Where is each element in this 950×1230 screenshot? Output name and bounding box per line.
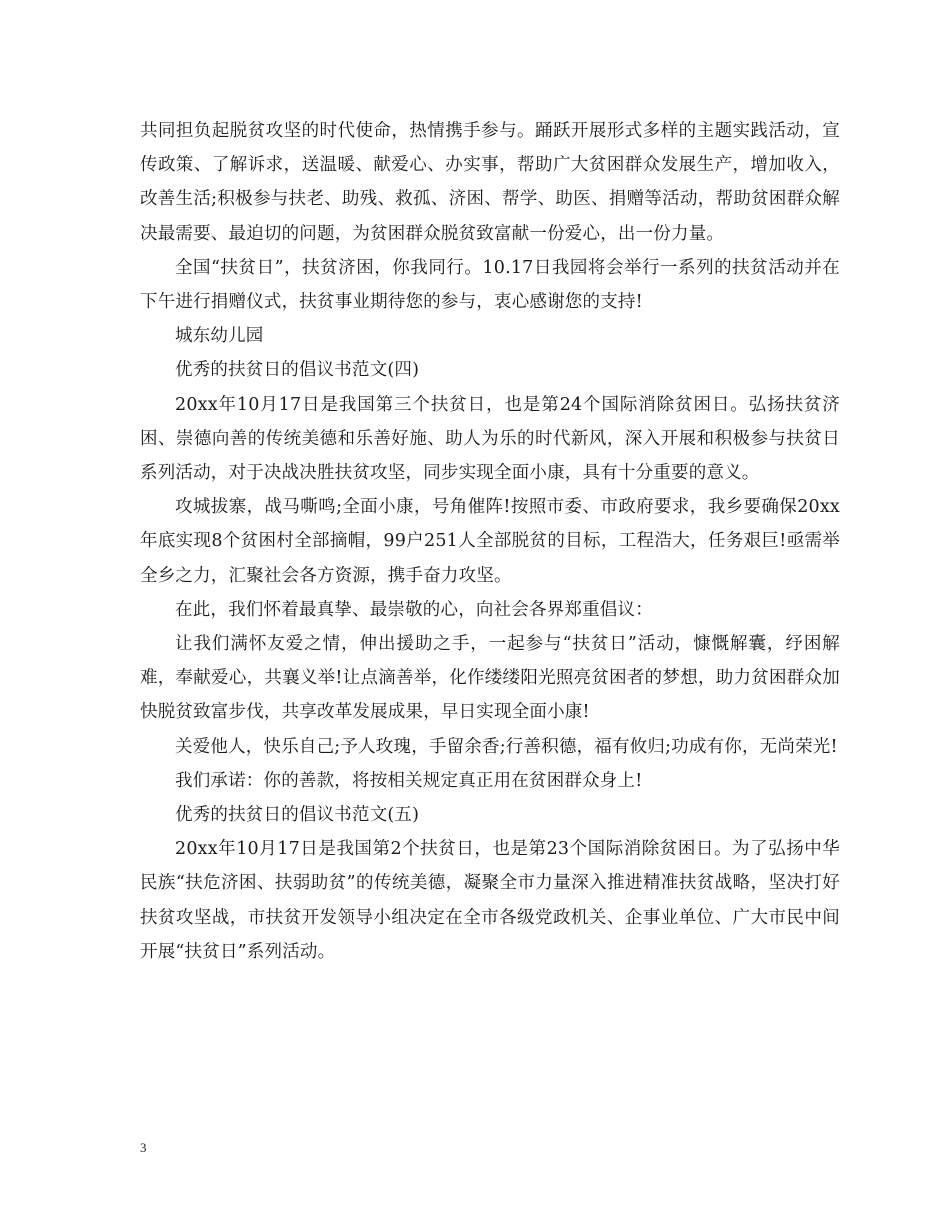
signature-line: 城东幼儿园 — [175, 326, 264, 347]
paragraph: 20xx年10月17日是我国第2个扶贫日，也是第23个国际消除贫困日。为了弘扬中华民族“扶危济困、扶弱助贫”的传统美德，凝聚全市力量深入推进精准扶贫战略，坚决打好扶贫攻坚战，市扶贫开发领导小组决定在全市各级党政机关、企事业单位、广大市民中间开展“扶贫日”系列活动。 — [140, 839, 840, 962]
document-body — [140, 114, 840, 969]
paragraph: 关爱他人，快乐自己;予人玫瑰，手留余香;行善积德，福有攸归;功成有你，无尚荣光! — [175, 736, 838, 757]
paragraph: 在此，我们怀着最真挚、最崇敬的心，向社会各界郑重倡议： — [175, 599, 653, 620]
page-number: 3 — [140, 1140, 147, 1155]
section-heading: 优秀的扶贫日的倡议书范文(五) — [175, 805, 420, 826]
paragraph: 20xx年10月17日是我国第三个扶贫日，也是第24个国际消除贫困日。弘扬扶贫济困、崇德向善的传统美德和乐善好施、助人为乐的时代新风，深入开展和积极参与扶贫日系列活动，对于决战决胜扶贫攻坚，同步实现全面小康，具有十分重要的意义。 — [140, 394, 840, 484]
paragraph: 攻城拔寨，战马嘶鸣;全面小康，号角催阵!按照市委、市政府要求，我乡要确保20xx年底实现8个贫困村全部摘帽，99户251人全部脱贫的目标，工程浩大，任务艰巨!亟需举全乡之力，汇聚社会各方资源，携手奋力攻坚。 — [140, 497, 840, 586]
paragraph: 全国“扶贫日”，扶贫济困，你我同行。10.17日我园将会举行一系列的扶贫活动并在下午进行捐赠仪式，扶贫事业期待您的参与，衷心感谢您的支持! — [140, 257, 840, 313]
paragraph: 我们承诺：你的善款，将按相关规定真正用在贫困群众身上! — [175, 770, 643, 791]
section-heading: 优秀的扶贫日的倡议书范文(四) — [175, 360, 420, 381]
paragraph: 共同担负起脱贫攻坚的时代使命，热情携手参与。踊跃开展形式多样的主题实践活动，宣传政策、了解诉求，送温暖、献爱心、办实事，帮助广大贫困群众发展生产，增加收入，改善生活;积极参与扶老、助残、救孤、济困、帮学、助医、捐赠等活动，帮助贫困群众解决最需要、最迫切的问题，为贫困群众脱贫致富献一份爱心，出一份力量。 — [140, 121, 840, 244]
paragraph: 让我们满怀友爱之情，伸出援助之手，一起参与“扶贫日”活动，慷慨解囊，纾困解难，奉献爱心，共襄义举!让点滴善举，化作缕缕阳光照亮贫困者的梦想，助力贫困群众加快脱贫致富步伐，共享改革发展成果，早日实现全面小康! — [140, 634, 840, 723]
